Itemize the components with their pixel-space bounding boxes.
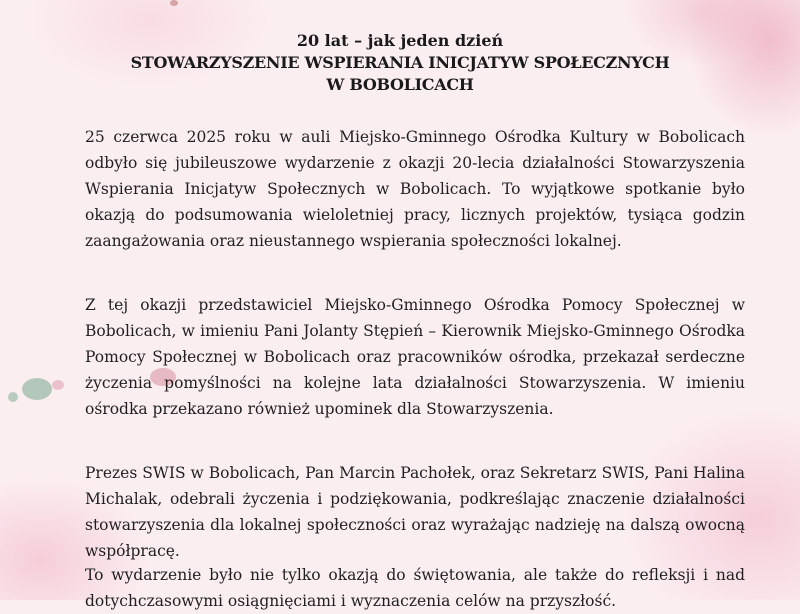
watercolor-splash [52, 380, 64, 390]
document-title-line1: STOWARZYSZENIE WSPIERANIA INICJATYW SPOŁECZNYCH [130, 53, 670, 72]
paragraph-1: 25 czerwca 2025 roku w auli Miejsko-Gminnego Ośrodka Kultury w Bobolicach odbyło się jubileuszowe wydarzenie z okazji 20-lecia działalności Stowarzyszenia Wspierania Inicjatyw Społecznych w Bobolicach. To wyjątkowe spotkanie było okazją do podsumowania wieloletniej pracy, licznych projektów, tysiąca godzin zaangażowania oraz nieustannego wspierania społeczności lokalnej. [85, 128, 745, 250]
document-title-line2: W BOBOLICACH [326, 75, 474, 94]
watercolor-splash [22, 378, 52, 400]
paragraph-2: Z tej okazji przedstawiciel Miejsko-Gminnego Ośrodka Pomocy Społecznej w Bobolicach, w imieniu Pani Jolanty Stępień – Kierownik Miejsko-Gminnego Ośrodka Pomocy Społecznej w Bobolicach oraz pracowników ośrodka, przekazał serdeczne życzenia pomyślności na kolejne lata działalności Stowarzyszenia. W imieniu ośrodka przekazano również upominek dla Stowarzyszenia. [85, 296, 745, 418]
paragraph-3: Prezes SWIS w Bobolicach, Pan Marcin Pachołek, oraz Sekretarz SWIS, Pani Halina Michalak, odebrali życzenia i podziękowania, podkreślając znaczenie działalności stowarzyszenia dla lokalnej społeczności oraz wyrażając nadzieję na dalszą owocną współpracę. [85, 464, 745, 560]
document-subtitle: 20 lat – jak jeden dzień [296, 31, 504, 50]
watercolor-splash [8, 392, 18, 402]
paragraph-4: To wydarzenie było nie tylko okazją do świętowania, ale także do refleksji i nad dotychczasowymi osiągnięciami i wyznaczenia celów na przyszłość. [85, 566, 745, 610]
document-heading [0, 30, 800, 96]
watercolor-splash [170, 0, 178, 6]
